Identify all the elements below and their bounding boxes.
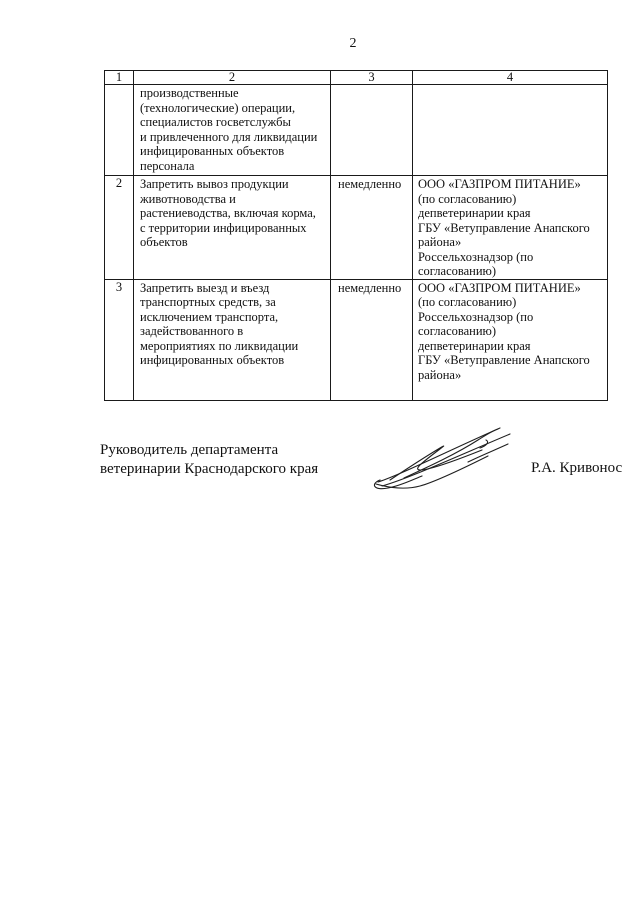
handwritten-signature [360,420,520,500]
page-number: 2 [349,36,357,51]
responsible-line: ООО «ГАЗПРОМ ПИТАНИЕ» [418,280,581,295]
responsible-line: депветеринарии края [418,206,531,220]
responsible-line: района» [418,367,462,382]
table-body [105,85,608,401]
responsible-line: депветеринарии края [418,338,531,353]
responsible-line: (по согласованию) [418,295,517,309]
row-number: 2 [115,176,123,190]
measure-line: животноводства и [140,191,236,206]
cell-measure [134,279,331,400]
measure-line: задействованного в [140,324,244,338]
signatory-position-line: ветеринарии Краснодарского края [100,461,319,477]
deadline-text: немедленно [338,177,402,191]
measure-line: инфицированных объектов [140,353,285,367]
measure-line: с территории инфицированных [140,220,307,235]
cell-deadline [331,176,413,280]
measure-line: (технологические) операции, [140,100,296,115]
measure-line: мероприятиях по ликвидации [140,338,299,353]
cell-number [105,85,134,176]
measure-line: растениеводства, включая корма, [140,206,316,220]
table-row [105,176,608,280]
measure-line: исключением транспорта, [140,309,279,324]
responsible-line: Россельхознадзор (по [418,309,534,324]
measure-line: производственные [140,86,239,100]
responsible-line: ГБУ «Ветуправление Анапского [418,220,590,235]
table-header-row [105,71,608,85]
responsible-line: района» [418,235,462,249]
responsible-line: согласованию) [418,324,497,338]
cell-responsible [413,279,608,400]
table-row [105,85,608,176]
cell-measure [134,85,331,176]
signatory-name: Р.А. Кривонос [531,460,623,476]
header-col-1: 1 [105,71,134,85]
measure-line: объектов [140,235,188,249]
measure-line: Запретить вывоз продукции [140,177,289,191]
header-col-4: 4 [413,71,608,85]
responsible-line: ООО «ГАЗПРОМ ПИТАНИЕ» [418,177,581,191]
responsible-line: (по согласованию) [418,191,517,206]
row-number: 3 [115,279,123,294]
measure-line: транспортных средств, за [140,295,276,309]
cell-number [105,279,134,400]
cell-measure [134,176,331,280]
table-row [105,279,608,400]
header-col-3: 3 [331,71,413,85]
responsible-line: ГБУ «Ветуправление Анапского [418,353,590,367]
cell-number [105,176,134,280]
signatory-position-line: Руководитель департамента [100,442,279,458]
measure-line: инфицированных объектов [140,144,285,158]
measure-line: персонала [140,158,195,173]
cell-responsible [413,176,608,280]
measures-table [104,70,608,401]
cell-deadline [331,85,413,176]
responsible-line: согласованию) [418,264,497,278]
responsible-line: Россельхознадзор (по [418,249,534,264]
deadline-text: немедленно [338,280,402,295]
measure-line: Запретить выезд и въезд [140,280,270,295]
cell-deadline [331,279,413,400]
cell-responsible [413,85,608,176]
measure-line: и привлеченного для ликвидации [140,129,318,144]
header-col-2: 2 [134,71,331,85]
measure-line: специалистов госветслужбы [140,115,291,129]
